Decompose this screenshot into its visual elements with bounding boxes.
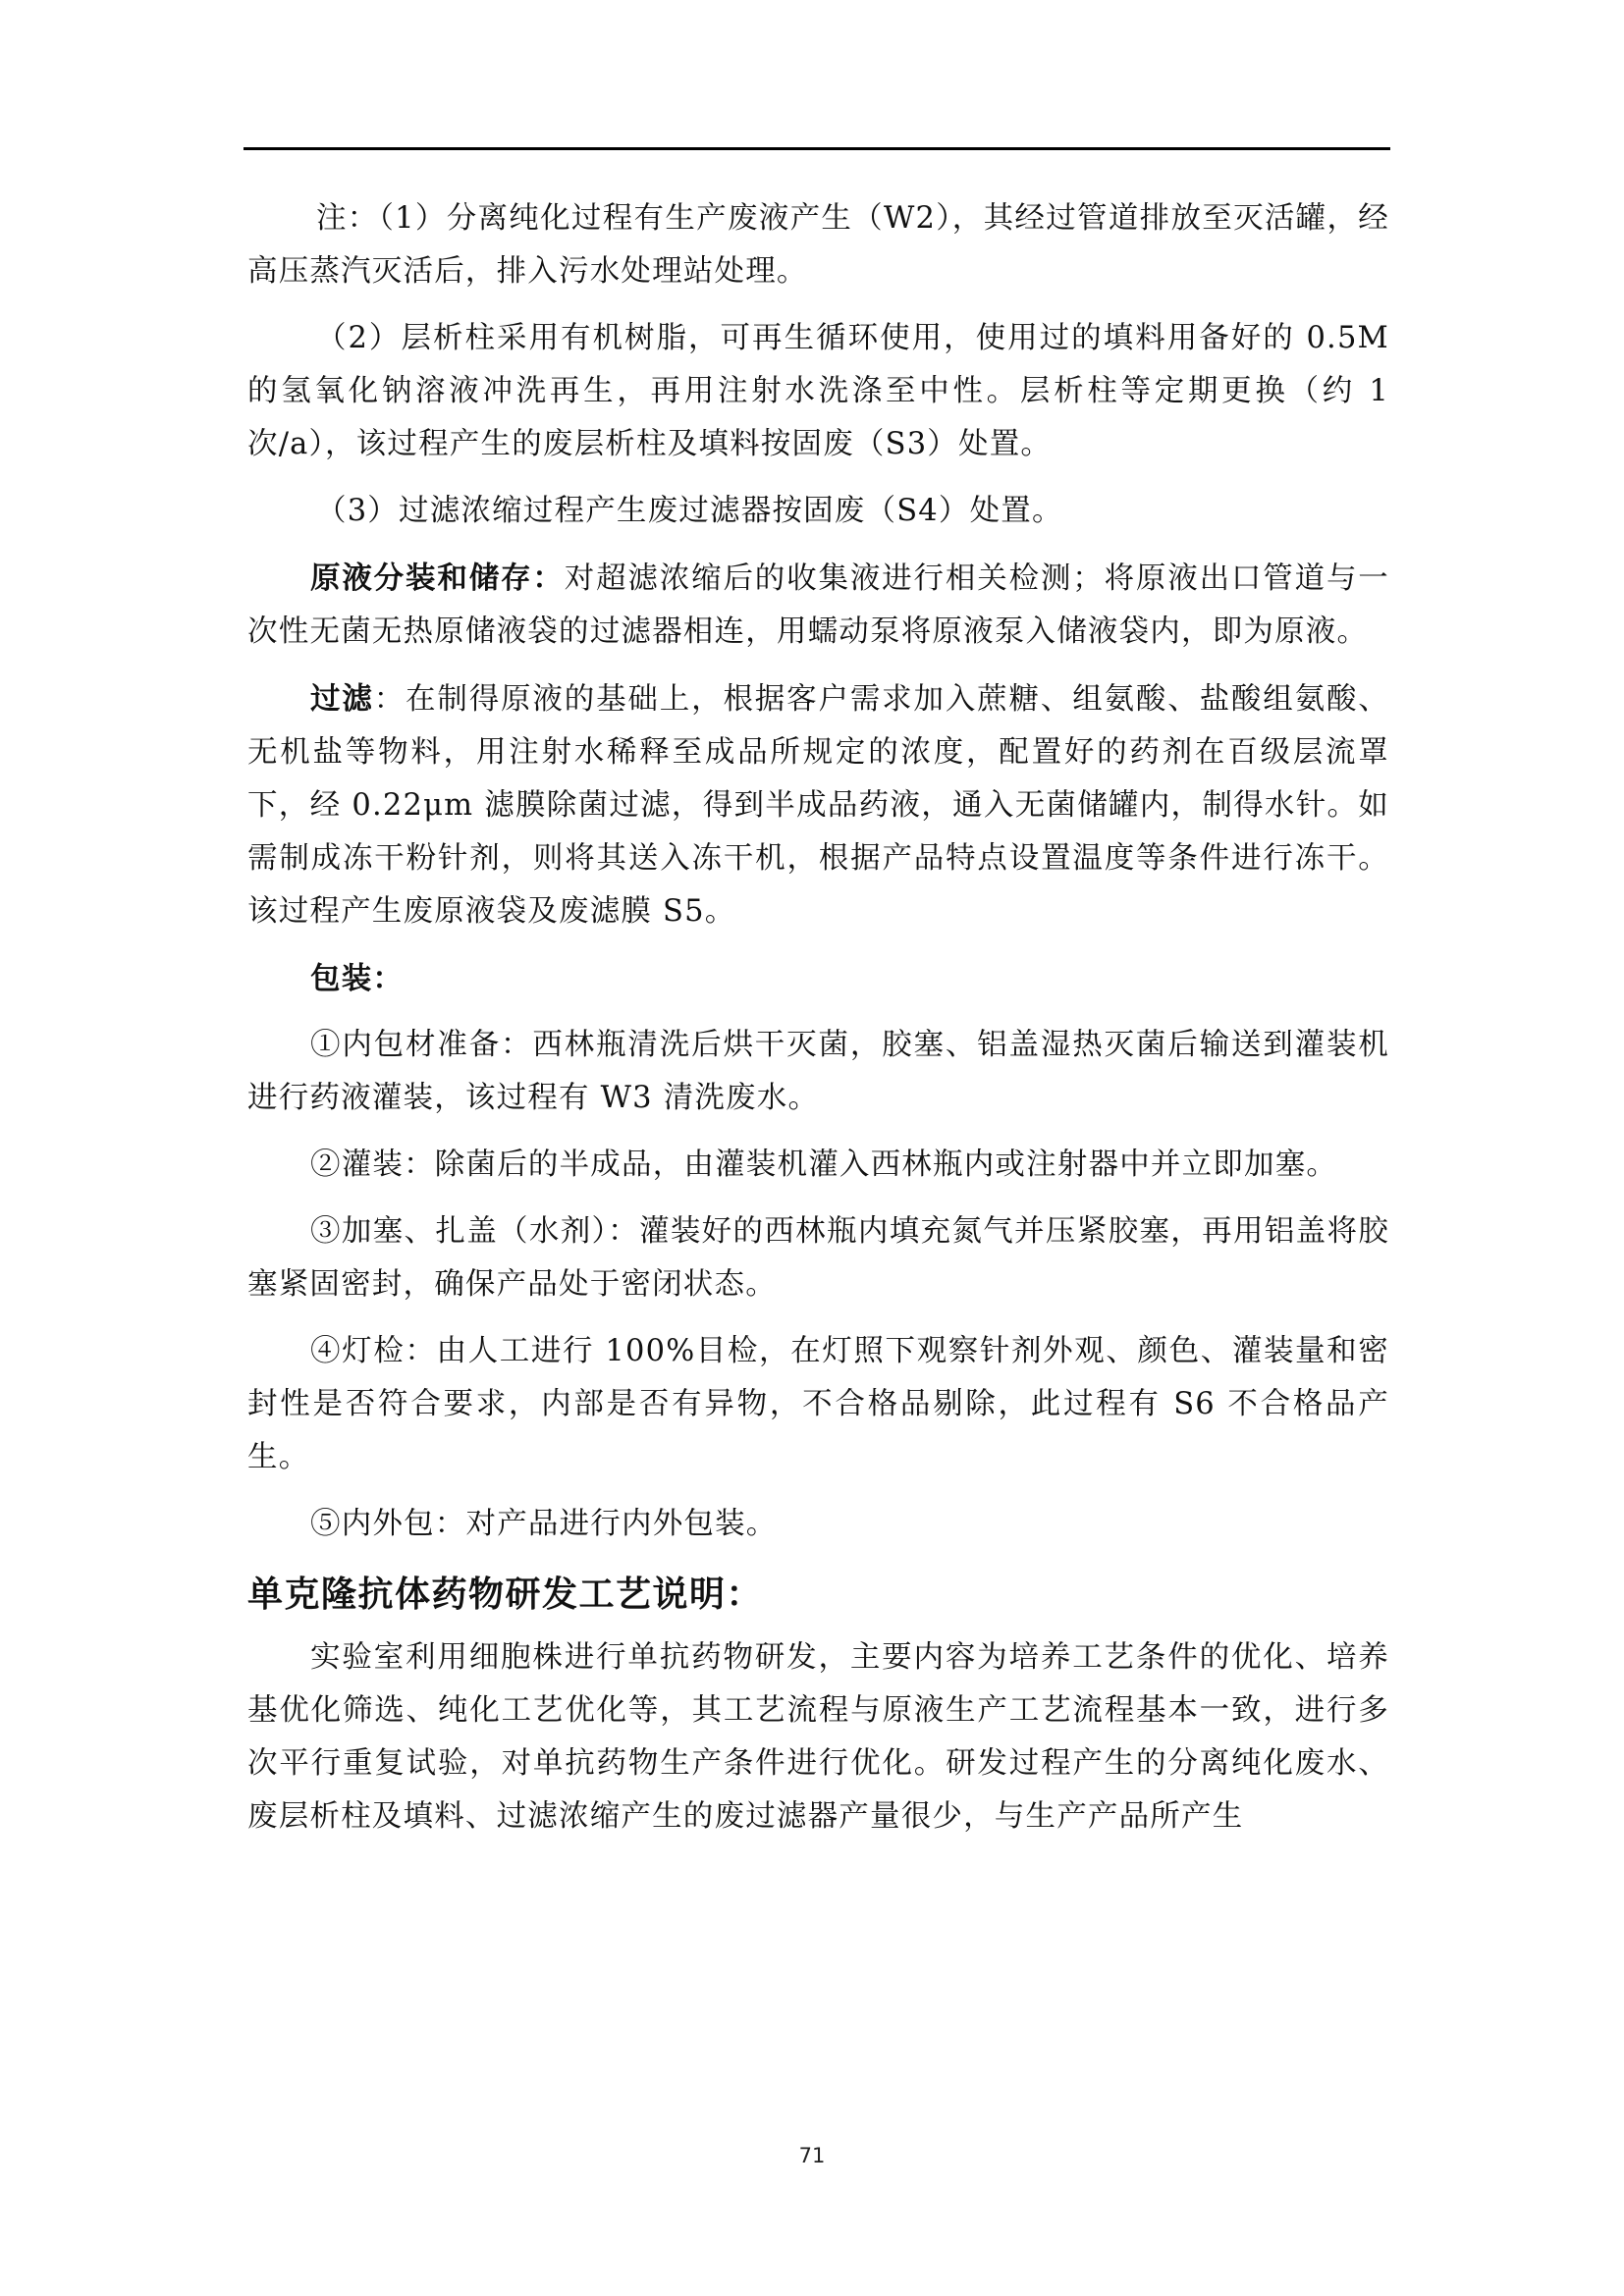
storage-text: 对超滤浓缩后的收集液进行相关检测；将原液出口管道与一次性无菌无热原储液袋的过滤器相连，用蠕动泵将原液泵入储液袋内，即为原液。 (247, 561, 1389, 649)
filter-text: ：在制得原液的基础上，根据客户需求加入蔗糖、组氨酸、盐酸组氨酸、无机盐等物料，用注射水稀释至成品所规定的浓度，配置好的药剂在百级层流罩下，经 0.22μm 滤膜除菌过滤，得到半成品药液，通入无菌储罐内，制得水针。如需制成冻干粉针剂，则将其送入冻干机，根据产品特点设置温度等条件进行冻干。该过程产生废原液袋及废滤膜 S5。 (247, 682, 1389, 929)
page-body (247, 192, 1389, 1843)
packaging-step: ①内包材准备：西林瓶清洗后烘干灭菌，胶塞、铝盖湿热灭菌后输送到灌装机进行药液灌装，该过程有 W3 清洗废水。 (247, 1028, 1389, 1115)
packaging-step: ④灯检：由人工进行 100%目检，在灯照下观察针剂外观、颜色、灌装量和密封性是否符合要求，内部是否有异物，不合格品剔除，此过程有 S6 不合格品产生。 (247, 1334, 1389, 1474)
filter-paragraph (247, 672, 1389, 938)
page-number: 71 (798, 2144, 826, 2167)
note-2: （2）层析柱采用有机树脂，可再生循环使用，使用过的填料用备好的 0.5M 的氢氧化钠溶液冲洗再生，再用注射水洗涤至中性。层析柱等定期更换（约 1 次/a），该过程产生的废层析柱及填料按固废（S3）处置。 (247, 321, 1389, 461)
header-rule (244, 147, 1390, 150)
storage-paragraph (247, 552, 1389, 659)
storage-title: 原液分装和储存： (310, 561, 565, 596)
note-1: 注：（1）分离纯化过程有生产废液产生（W2），其经过管道排放至灭活罐，经高压蒸汽灭活后，排入污水处理站处理。 (247, 201, 1389, 289)
packaging-title: 包装： (310, 961, 405, 996)
note-3: （3）过滤浓缩过程产生废过滤器按固废（S4）处置。 (316, 494, 1063, 528)
packaging-step: ③加塞、扎盖（水剂）：灌装好的西林瓶内填充氮气并压紧胶塞，再用铝盖将胶塞紧固密封，确保产品处于密闭状态。 (247, 1214, 1389, 1302)
packaging-step: ②灌装：除菌后的半成品，由灌装机灌入西林瓶内或注射器中并立即加塞。 (310, 1148, 1338, 1182)
rd-heading: 单克隆抗体药物研发工艺说明： (247, 1575, 764, 1615)
rd-paragraph: 实验室利用细胞株进行单抗药物研发，主要内容为培养工艺条件的优化、培养基优化筛选、纯化工艺优化等，其工艺流程与原液生产工艺流程基本一致，进行多次平行重复试验，对单抗药物生产条件进行优化。研发过程产生的分离纯化废水、废层析柱及填料、过滤浓缩产生的废过滤器产量很少，与生产产品所产生 (247, 1640, 1389, 1834)
packaging-step: ⑤内外包：对产品进行内外包装。 (310, 1507, 778, 1541)
filter-title: 过滤 (310, 681, 374, 717)
